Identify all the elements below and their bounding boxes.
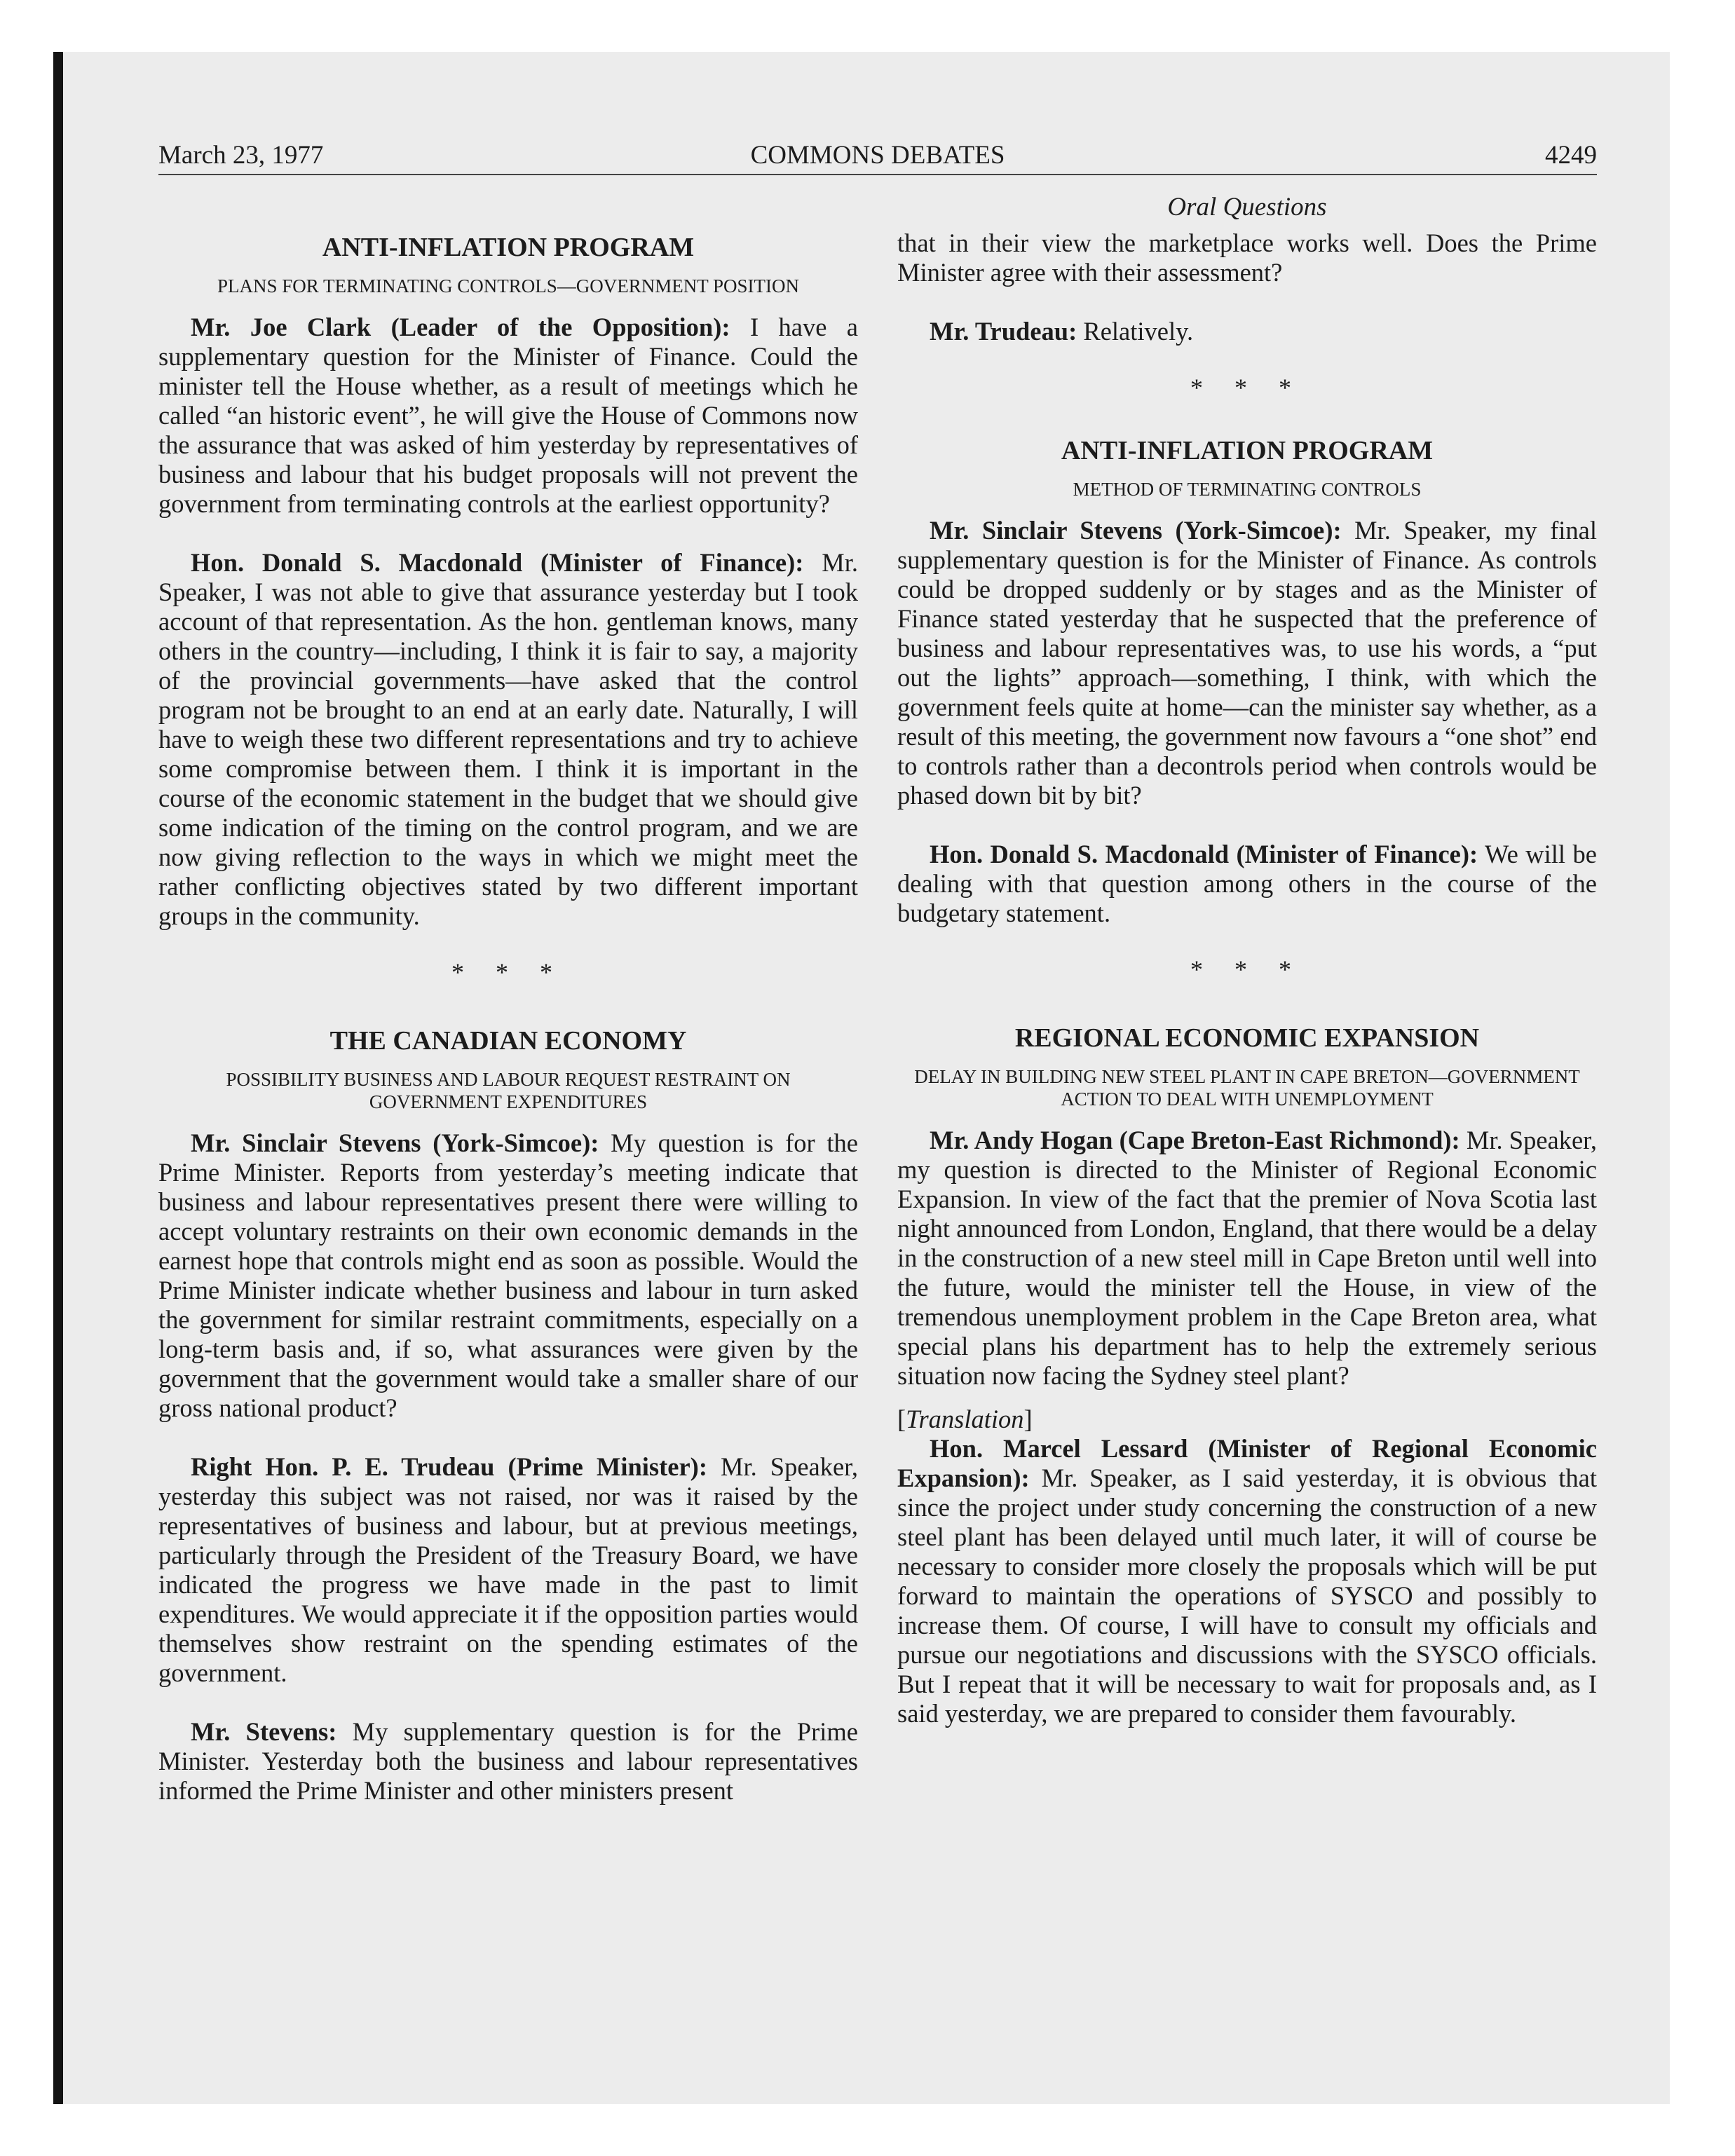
speech-paragraph <box>897 317 1597 346</box>
speaker-name: Hon. Marcel Lessard (Minister of Regional Economic Expansion): <box>897 1434 1597 1492</box>
speech-paragraph <box>158 1128 858 1423</box>
scan-binding-edge <box>53 52 63 2104</box>
speaker-name: Hon. Donald S. Macdonald (Minister of Finance): <box>930 840 1478 868</box>
left-column <box>158 228 858 1806</box>
speech-text: My supplementary question is for the Prime Minister. Yesterday both the business and labour representatives informed the Prime Minister and other ministers present <box>158 1717 858 1805</box>
translation-label: Translation <box>906 1405 1024 1433</box>
speech-text: Relatively. <box>1077 317 1194 346</box>
speaker-name: Mr. Sinclair Stevens (York-Simcoe): <box>930 516 1342 545</box>
speech-paragraph <box>158 313 858 519</box>
header-rule <box>158 174 1597 175</box>
translation-marker: [Translation] <box>897 1405 1033 1433</box>
section-title: REGIONAL ECONOMIC EXPANSION <box>1014 1023 1480 1053</box>
continued-text: that in their view the marketplace works well. Does the Prime Minister agree with their assessment? <box>897 228 1597 287</box>
speech-text: We will be dealing with that question among others in the course of the budgetary statement. <box>897 840 1597 927</box>
speaker-name: Mr. Joe Clark (Leader of the Opposition): <box>191 313 730 341</box>
header-date: March 23, 1977 <box>158 141 324 170</box>
section-canadian-economy <box>158 1025 858 1806</box>
running-head: Oral Questions <box>1167 193 1327 221</box>
section-subtitle: DELAY IN BUILDING NEW STEEL PLANT IN CAPE BRETON—GOVERNMENT ACTION TO DEAL WITH UNEMPLOYMENT <box>914 1066 1580 1110</box>
section-title: ANTI-INFLATION PROGRAM <box>322 233 695 262</box>
section-separator: * * * <box>1190 374 1304 402</box>
speaker-name: Hon. Donald S. Macdonald (Minister of Finance): <box>191 548 804 577</box>
speaker-name: Mr. Stevens: <box>191 1717 337 1746</box>
speech-text: Mr. Speaker, as I said yesterday, it is obvious that since the project under study concerning the construction of a new steel plant has been delayed until much later, it will of course be necessary to consider more closely the proposals which will be put forward to maintain the operations of SYSCO and possibly to increase them. Of course, I will have to consult my officials and pursue our negotiations and discussions with the SYSCO officials. But I repeat that it will be necessary to wait for proposals and, as I said yesterday, we are prepared to consider them favourably. <box>897 1464 1597 1728</box>
section-separator: * * * <box>1190 955 1304 983</box>
section-subtitle: POSSIBILITY BUSINESS AND LABOUR REQUEST RESTRAINT ON GOVERNMENT EXPENDITURES <box>226 1069 791 1112</box>
speech-paragraph <box>158 1717 858 1806</box>
section-title: THE CANADIAN ECONOMY <box>329 1026 687 1056</box>
header-page-number: 4249 <box>1545 141 1597 170</box>
page-header <box>158 137 1597 174</box>
right-column <box>897 228 1597 1728</box>
speaker-name: Mr. Trudeau: <box>930 317 1077 346</box>
speech-text: My question is for the Prime Minister. Reports from yesterday’s meeting indicate that business and labour representatives present there were willing to accept voluntary restraints on their own economic demands in the earnest hope that controls might end as soon as possible. Would the Prime Minister indicate whether business and labour in turn asked the government for similar restraint commitments, especially on a long-term basis and, if so, what assurances were given by the government that the government would take a smaller share of our gross national product? <box>158 1128 858 1422</box>
section-title: ANTI-INFLATION PROGRAM <box>1061 436 1434 465</box>
speech-text: Mr. Speaker, my final supplementary question is for the Minister of Finance. As controls could be dropped suddenly or by stages and as the Minister of Finance stated yesterday that he suspected that the preference of business and labour representatives was, to use his words, a “put out the lights” approach—something, I think, with which the government feels quite at home—can the minister say whether, as a result of this meeting, the government now favours a “one shot” end to controls rather than a decontrols period when controls would be phased down bit by bit? <box>897 516 1597 810</box>
section-separator: * * * <box>451 958 565 986</box>
section-regional-expansion <box>897 1022 1597 1728</box>
speech-paragraph <box>897 1434 1597 1728</box>
section-method-terminating <box>897 435 1597 928</box>
speech-text: I have a supplementary question for the Minister of Finance. Could the minister tell the House whether, as a result of meetings which he called “an historic event”, he will give the House of Commons now the assurance that was asked of him yesterday by representatives of business and labour that his budget proposals will not prevent the government from terminating controls at the earliest opportunity? <box>158 313 858 518</box>
speaker-name: Mr. Sinclair Stevens (York-Simcoe): <box>191 1128 599 1157</box>
speech-paragraph <box>897 516 1597 810</box>
speaker-name: Mr. Andy Hogan (Cape Breton-East Richmond): <box>930 1126 1460 1154</box>
speech-text: Mr. Speaker, I was not able to give that assurance yesterday but I took account of that representation. As the hon. gentleman knows, many others in the country—including, I think it is fair to say, a majority of the provincial governments—have asked that the control program not be brought to an end at an early date. Naturally, I will have to weigh these two different representations and try to achieve some compromise between them. I think it is important in the course of the economic statement in the budget that we should give some indication of the timing on the control program, and we are now giving reflection to the ways in which we might meet the rather conflicting objectives stated by two different important groups in the community. <box>158 548 858 930</box>
section-subtitle: METHOD OF TERMINATING CONTROLS <box>1073 479 1422 500</box>
header-publication: COMMONS DEBATES <box>750 141 1005 170</box>
speech-text: Mr. Speaker, yesterday this subject was not raised, nor was it raised by the representatives of business and labour, but at previous meetings, particularly through the President of the Treasury Board, we have indicated the progress we have made in the past to limit expenditures. We would appreciate it if the opposition parties would themselves show restraint on the spending estimates of the government. <box>158 1452 858 1687</box>
section-anti-inflation <box>158 231 858 931</box>
speech-text: Mr. Speaker, my question is directed to the Minister of Regional Economic Expansion. In view of the fact that the premier of Nova Scotia last night announced from London, England, that there would be a delay in the construction of a new steel mill in Cape Breton until well into the future, would the minister tell the House, in view of the tremendous unemployment problem in the Cape Breton area, what special plans his department has to help the extremely serious situation now facing the Sydney steel plant? <box>897 1126 1597 1390</box>
speaker-name: Right Hon. P. E. Trudeau (Prime Minister): <box>191 1452 707 1481</box>
speech-paragraph <box>158 548 858 931</box>
speech-paragraph <box>897 1126 1597 1391</box>
section-subtitle: PLANS FOR TERMINATING CONTROLS—GOVERNMENT POSITION <box>217 275 800 296</box>
speech-paragraph <box>158 1452 858 1688</box>
speech-paragraph <box>897 840 1597 928</box>
